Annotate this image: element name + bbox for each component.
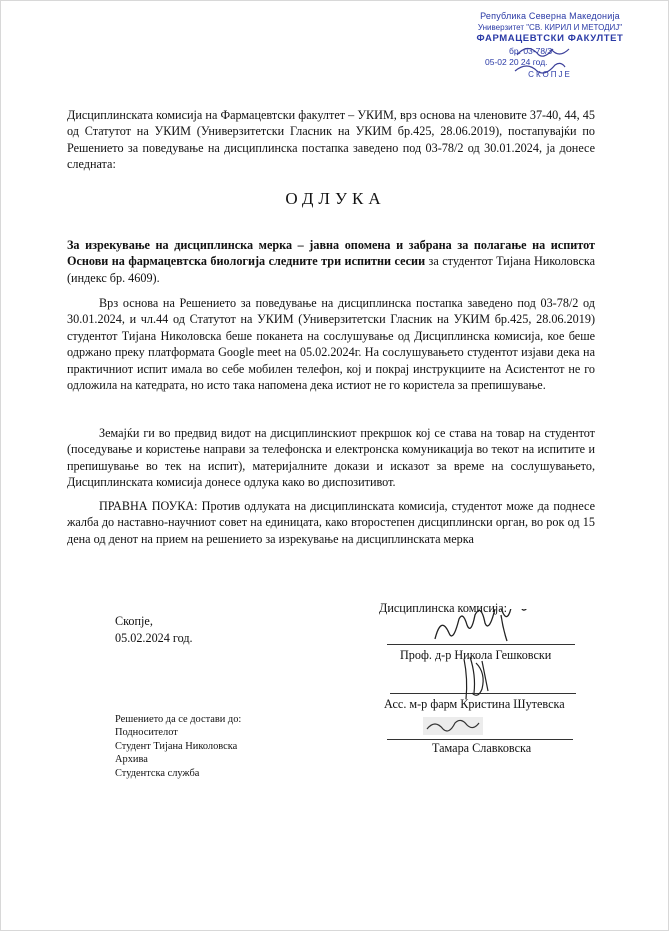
stamp-handwriting-icon [481,41,601,81]
commission-label: Дисциплинска комисија: [379,601,508,615]
decision-subject [67,237,595,286]
stamp-number: бр. 03-78/3 [509,46,553,56]
stamp-line: Универзитет "СВ. КИРИЛ И МЕТОДИЈ" [477,23,623,32]
registry-stamp [441,11,659,83]
member-name: Проф. д-р Никола Гешковски [400,648,552,662]
document-title: ОДЛУКА [285,189,386,208]
body-paragraph-2: Земајќи ги во предвид видот на дисциплинскиот прекршок кој се става на товар на студентот (поседување и користење направи за телефонска и електронска комуникација во текот на испитите и препишување во тек на испит), материјалните докази и исказот за време на сослушувањето, Дисциплинската комисија донесе одлука како во диспозитивот. [67,426,595,490]
subject-rest: за студентот Тијана Николовска (индекс бр. 4609). [67,254,595,285]
delivery-list [115,713,241,780]
list-item: Подносителот [115,727,178,739]
stamp-line: Република Северна Македонија [480,11,620,21]
stamp-line: ФАРМАЦЕВТСКИ ФАКУЛТЕТ [476,33,624,44]
place: Скопје, [115,614,153,628]
signature-icon [431,609,551,651]
stamp-date: 05-02 20 24 год. [485,57,548,67]
legal-remedy-paragraph: ПРАВНА ПОУКА: Против одлуката на дисциплинската комисија, студентот може да поднесе жалба до наставно-научниот совет на единицата, како второстепен дисциплински орган, во рок од 15 дена од денот на прием на решението за изрекување на дисциплинската мерка [67,499,595,546]
place-date [115,613,193,646]
list-item: Студент Тијана Николовска [115,740,238,752]
list-item: Студентска служба [115,767,200,779]
stamp-city: СКОПЈЕ [528,70,572,79]
list-item: Архива [115,754,148,766]
body-paragraph-1: Врз основа на Решението за поведување на дисциплинска постапка заведено под 03-78/2 од 30.01.2024, и чл.44 од Статутот на УКИМ (Универзитетски Гласник на УКИМ бр.425, 28.06.2019) студентот Тијана Николовска беше поканета на сослушување од Дисциплинска комисија, кое беше одржано преку платформата Google meet на 05.02.2024г. На сослушувањето студентот изјави дека на практичниот испит имала во себе мобилен телефон, кој и покрај инструкциите на Асистентот не го одложила на катедрата, но исто така напомена дека истиот не го користела за препишување. [67,296,595,393]
intro-paragraph: Дисциплинската комисија на Фармацевтски факултет – УКИМ, врз основа на членовите 37-40, 44, 45 од Статутот на УКИМ (Универзитетски Гласник на УКИМ бр.425, 28.06.2019), постапувајќи по Решението за поведување на дисциплинска постапка заведено под 03-78/2 од 30.01.2024, ја донесе следната: [67,108,595,172]
signature-icon [419,713,499,741]
member-name: Тамара Славковска [432,741,532,755]
date: 05.02.2024 год. [115,630,193,645]
member-name: Асс. м-р фарм Кристина Шутевска [384,697,565,711]
delivery-heading: Решението да се достави до: [115,714,242,725]
subject-bold: За изрекување на дисциплинска мерка – јавна опомена и забрана за полагање на испитот Основи на фармацевтска биологија следните три испитни сесии [67,238,595,269]
